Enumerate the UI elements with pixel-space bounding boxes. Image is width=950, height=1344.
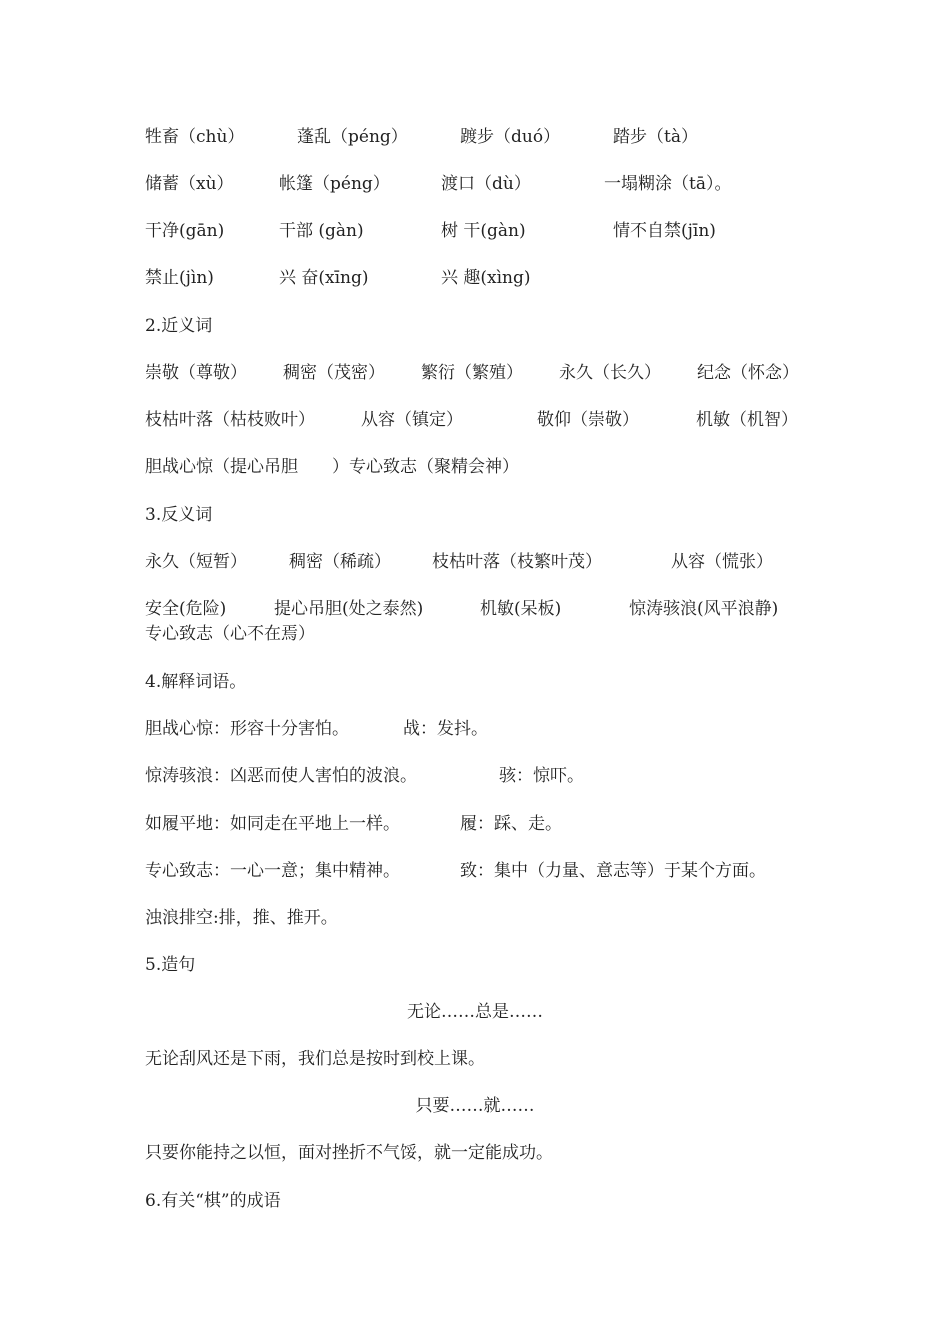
- section-heading-idioms: 6.有关“棋”的成语: [145, 1191, 281, 1211]
- pinyin-item: 兴 趣(xìng): [441, 268, 531, 288]
- pinyin-item: 踱步（duó）: [460, 127, 561, 147]
- pinyin-item: 帐篷（péng）: [279, 174, 390, 194]
- synonym-item: 崇敬（尊敬）: [145, 363, 247, 383]
- synonym-item: 稠密（茂密）: [283, 363, 385, 383]
- explanation-term: 如履平地：如同走在平地上一样。: [145, 814, 400, 834]
- synonym-item: 敬仰（崇敬）: [537, 410, 639, 430]
- antonym-item: 稠密（稀疏）: [289, 552, 391, 572]
- pinyin-item: 树 干(gàn): [441, 221, 526, 241]
- pinyin-item: 一塌糊涂（tā）。: [604, 174, 732, 194]
- section-heading-explanations: 4.解释词语。: [145, 672, 247, 692]
- explanation-term: 浊浪排空:排，推、推开。: [145, 908, 338, 928]
- pinyin-item: 干净(gān): [145, 221, 225, 241]
- pinyin-item: 兴 奋(xīng): [279, 268, 369, 288]
- antonym-item: 枝枯叶落（枝繁叶茂）: [432, 552, 602, 572]
- explanation-char: 致：集中（力量、意志等）于某个方面。: [460, 861, 766, 881]
- pinyin-item: 牲畜（chù）: [145, 127, 245, 147]
- antonym-item: 惊涛骇浪(风平浪静): [629, 599, 779, 619]
- synonym-item: 从容（镇定）: [361, 410, 463, 430]
- pinyin-item: 禁止(jìn): [145, 268, 214, 288]
- explanation-char: 战：发抖。: [403, 719, 488, 739]
- pinyin-item: 蓬乱（péng）: [297, 127, 408, 147]
- explanation-term: 胆战心惊：形容十分害怕。: [145, 719, 349, 739]
- sentence-example: 只要你能持之以恒，面对挫折不气馁，就一定能成功。: [145, 1143, 553, 1163]
- pinyin-item: 储蓄（xù）: [145, 174, 234, 194]
- explanation-char: 骇：惊吓。: [499, 766, 584, 786]
- antonym-item: 提心吊胆(处之泰然): [274, 599, 424, 619]
- sentence-pattern: 只要……就……: [415, 1096, 535, 1116]
- explanation-term: 惊涛骇浪：凶恶而使人害怕的波浪。: [145, 766, 417, 786]
- sentence-pattern: 无论……总是……: [407, 1002, 543, 1022]
- pinyin-item: 踏步（tà）: [613, 127, 698, 147]
- antonym-item: 安全(危险): [145, 599, 227, 619]
- synonym-item: 繁衍（繁殖）: [421, 363, 523, 383]
- synonym-item: 枝枯叶落（枯枝败叶）: [145, 410, 315, 430]
- pinyin-item: 渡口（dù）: [441, 174, 531, 194]
- sentence-example: 无论刮风还是下雨，我们总是按时到校上课。: [145, 1049, 485, 1069]
- pinyin-item: 情不自禁(jīn): [613, 221, 716, 241]
- synonym-item: 机敏（机智）: [696, 410, 798, 430]
- explanation-term: 专心致志：一心一意；集中精神。: [145, 861, 400, 881]
- section-heading-antonyms: 3.反义词: [145, 505, 213, 525]
- synonym-line: 胆战心惊（提心吊胆 ）专心致志（聚精会神）: [145, 457, 519, 477]
- antonym-item: 机敏(呆板): [480, 599, 562, 619]
- synonym-item: 永久（长久）: [559, 363, 661, 383]
- pinyin-item: 干部 (gàn): [279, 221, 364, 241]
- explanation-char: 履：踩、走。: [460, 814, 562, 834]
- antonym-item: 从容（慌张）: [671, 552, 773, 572]
- antonym-item: 永久（短暂）: [145, 552, 247, 572]
- antonym-line: 专心致志（心不在焉）: [145, 624, 315, 644]
- section-heading-sentences: 5.造句: [145, 955, 196, 975]
- synonym-item: 纪念（怀念）: [697, 363, 799, 383]
- section-heading-synonyms: 2.近义词: [145, 316, 213, 336]
